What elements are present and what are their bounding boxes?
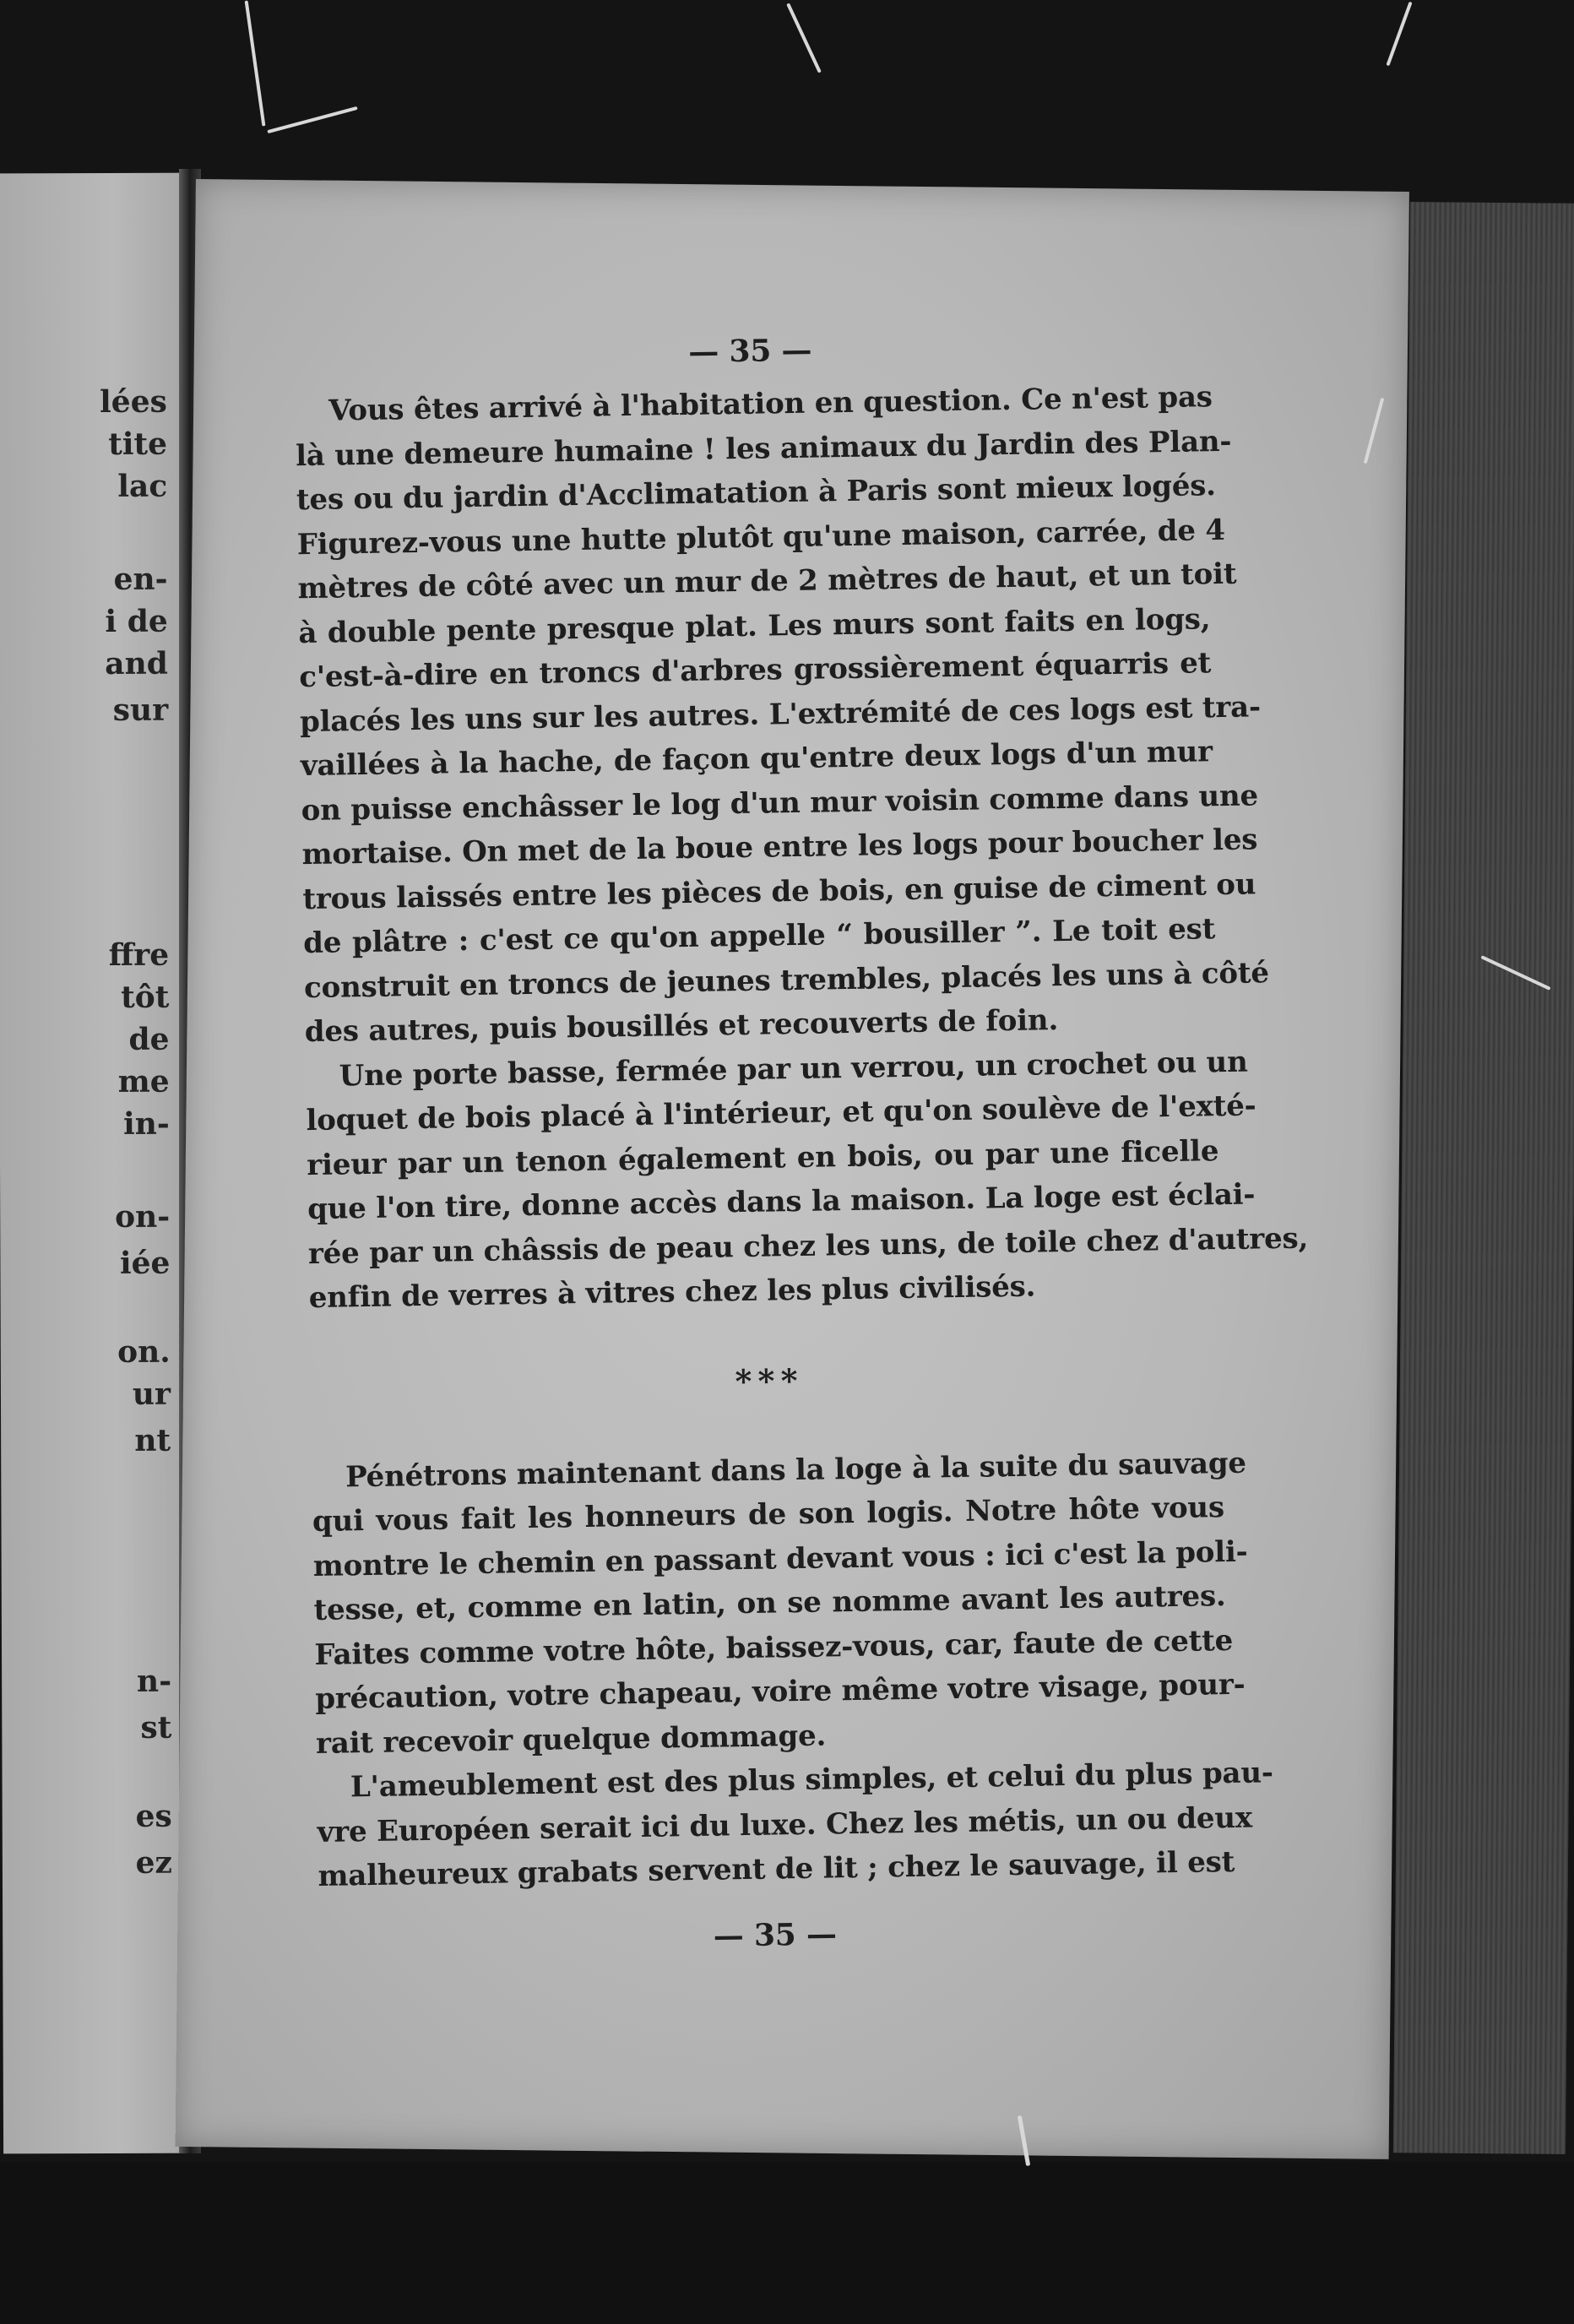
left-text-fragment: on.	[117, 1333, 171, 1370]
left-text-fragment: en-	[113, 561, 168, 597]
text-line: de plâtre : c'est ce qu'on appelle “ bousiller ”. Le toit est	[302, 912, 1216, 961]
text-line: enfin de verres à vitres chez les plus civilisés.	[308, 1269, 1036, 1316]
text-line: montre le chemin en passant devant vous : ici c'est la poli-	[312, 1534, 1248, 1583]
page-number-bottom: — 35 —	[713, 1915, 838, 1954]
text-line: rieur par un tenon également en bois, ou par une ficelle	[307, 1133, 1219, 1182]
left-text-fragment: ez	[135, 1844, 172, 1881]
film-scratch	[1386, 2, 1412, 67]
text-line: des autres, puis bousillés et recouverts de foin.	[304, 1003, 1059, 1050]
left-text-fragment: st	[140, 1709, 172, 1746]
text-line: rée par un châssis de peau chez les uns, de toile chez d'autres,	[307, 1220, 1309, 1271]
paragraph-4	[317, 1751, 1274, 1898]
text-line: trous laissés entre les pièces de bois, en guise de ciment ou	[302, 866, 1256, 916]
text-line: placés les uns sur les autres. L'extrémité de ces logs est tra-	[299, 689, 1262, 739]
text-line: que l'on tire, donne accès dans la maison. La loge est éclai-	[307, 1177, 1256, 1227]
text-line: qui vous fait les honneurs de son logis. Notre hôte vous	[312, 1491, 1225, 1539]
film-scratch	[267, 106, 357, 133]
left-text-fragment: es	[135, 1798, 172, 1834]
text-line: construit en troncs de jeunes trembles, placés les uns à côté	[303, 955, 1270, 1005]
page-text-block	[294, 326, 1309, 1959]
film-scratch	[786, 3, 822, 73]
left-text-fragment: on-	[115, 1198, 171, 1235]
text-line: vaillées à la hache, de façon qu'entre deux logs d'un mur	[300, 735, 1213, 784]
text-line: vre Européen serait ici du luxe. Chez les métis, un ou deux	[317, 1800, 1253, 1849]
text-line: Une porte basse, fermée par un verrou, un crochet ou un	[339, 1045, 1248, 1093]
text-line: tesse, et, comme en latin, on se nomme avant les autres.	[313, 1579, 1226, 1628]
left-text-fragment: i de	[105, 603, 168, 639]
page-number-top: — 35 —	[687, 332, 812, 370]
text-line: Faites comme votre hôte, baissez-vous, car, faute de cette	[314, 1623, 1234, 1672]
left-text-fragment: lées	[100, 383, 167, 420]
text-line: mètres de côté avec un mur de 2 mètres de haut, et un toit	[297, 557, 1237, 606]
left-text-fragment: de	[128, 1021, 170, 1057]
text-line: L'ameublement est des plus simples, et celui du plus pau-	[350, 1756, 1274, 1805]
text-line: à double pente presque plat. Les murs sont faits en logs,	[298, 601, 1211, 650]
left-text-fragment: n-	[136, 1663, 172, 1699]
text-line: Figurez-vous une hutte plutôt qu'une maison, carrée, de 4	[296, 513, 1226, 562]
left-text-fragment: iée	[119, 1245, 171, 1281]
text-line: on puisse enchâsser le log d'un mur voisin comme dans une	[301, 778, 1259, 828]
paragraph-1	[295, 375, 1270, 1054]
text-line: Pénétrons maintenant dans la loge à la suite du sauvage	[345, 1446, 1247, 1494]
left-text-fragment: nt	[134, 1422, 171, 1458]
text-line: mortaise. On met de la boue entre les logs pour boucher les	[301, 823, 1258, 872]
left-text-fragment: tite	[108, 426, 168, 462]
left-text-fragment: in-	[122, 1105, 170, 1142]
text-line: là une demeure humaine ! les animaux du Jardin des Plan-	[295, 424, 1232, 473]
left-text-fragment: lac	[117, 468, 168, 504]
right-page	[176, 179, 1409, 2159]
text-line: Vous êtes arrivé à l'habitation en question. Ce n'est pas	[328, 380, 1213, 428]
paragraph-2	[305, 1040, 1309, 1321]
left-page-fragment	[0, 173, 196, 2154]
asterism-divider: * * *	[735, 1360, 798, 1400]
left-text-fragment: ffre	[108, 937, 170, 973]
text-line: loquet de bois placé à l'intérieur, et qu'on soulève de l'exté-	[306, 1089, 1256, 1138]
text-line: malheureux grabats servent de lit ; chez le sauvage, il est	[318, 1844, 1235, 1893]
left-text-fragment: ur	[132, 1376, 171, 1412]
film-scratch	[245, 0, 266, 126]
text-line: c'est-à-dire en troncs d'arbres grossièrement équarris et	[298, 646, 1212, 695]
text-line: rait recevoir quelque dommage.	[315, 1719, 827, 1761]
text-line: précaution, votre chapeau, voire même votre visage, pour-	[314, 1667, 1246, 1717]
left-text-fragment: sur	[112, 692, 169, 728]
dark-background-bottom	[0, 2162, 1574, 2324]
left-text-fragment: tôt	[120, 979, 170, 1015]
text-line: tes ou du jardin d'Acclimatation à Paris sont mieux logés.	[296, 469, 1217, 518]
left-text-fragment: me	[117, 1063, 170, 1100]
left-text-fragment: and	[105, 645, 169, 681]
left-page-text	[0, 173, 176, 2154]
page-stack-edge	[1393, 202, 1574, 2154]
paragraph-3	[312, 1442, 1248, 1766]
